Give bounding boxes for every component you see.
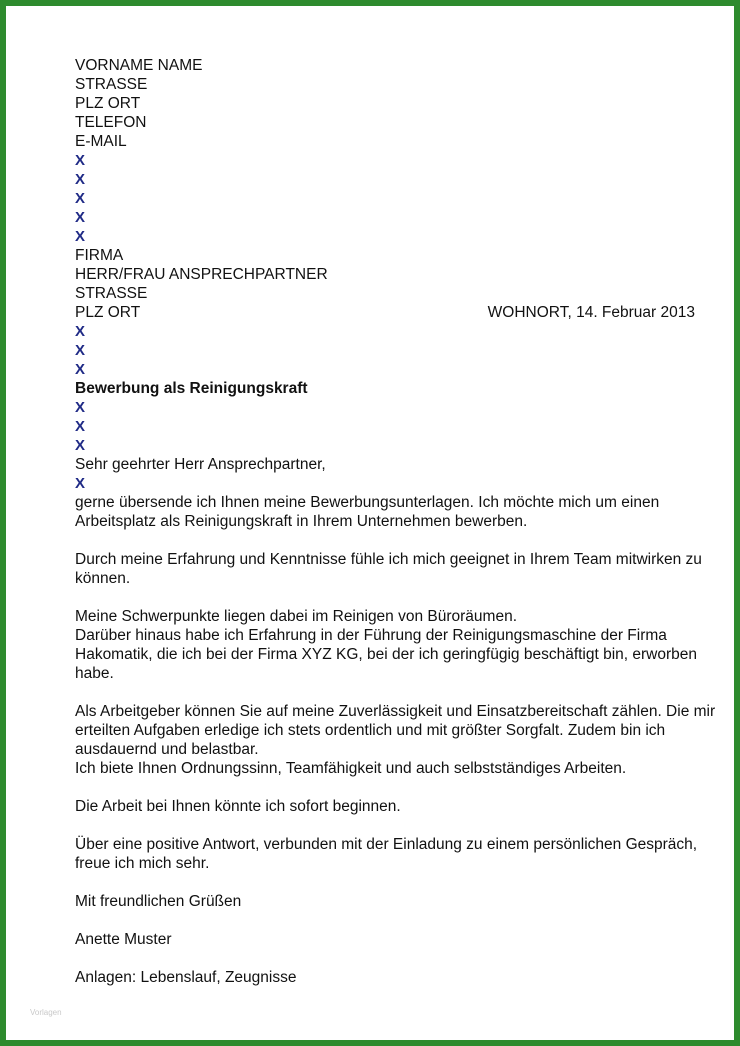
recipient-city: PLZ ORT (75, 304, 141, 321)
city-date-row (75, 303, 695, 322)
spacer-marker: X (75, 190, 86, 207)
signature-name: Anette Muster (75, 931, 172, 948)
spacer-marker: X (75, 152, 86, 169)
body-line: können. (75, 570, 131, 587)
watermark: Vorlagen (30, 1008, 62, 1017)
spacer-marker: X (75, 171, 86, 188)
sender-email: E-MAIL (75, 133, 127, 150)
spacer-marker: X (75, 209, 86, 226)
letter-content (75, 56, 716, 987)
body-line: Die Arbeit bei Ihnen könnte ich sofort beginnen. (75, 798, 401, 815)
body-line: ausdauernd und belastbar. (75, 741, 259, 758)
body-line: habe. (75, 665, 114, 682)
spacer-marker: X (75, 437, 86, 454)
letter-subject: Bewerbung als Reinigungskraft (75, 380, 308, 397)
recipient-street: STRASSE (75, 285, 148, 302)
attachments: Anlagen: Lebenslauf, Zeugnisse (75, 969, 297, 986)
spacer-marker: X (75, 475, 86, 492)
recipient-company: FIRMA (75, 247, 124, 264)
sender-city: PLZ ORT (75, 95, 141, 112)
recipient-contact: HERR/FRAU ANSPRECHPARTNER (75, 266, 328, 283)
spacer-marker: X (75, 418, 86, 435)
place-date: WOHNORT, 14. Februar 2013 (487, 304, 695, 321)
body-line: gerne übersende ich Ihnen meine Bewerbungsunterlagen. Ich möchte mich um einen (75, 494, 660, 511)
spacer-marker: X (75, 361, 86, 378)
sender-street: STRASSE (75, 76, 148, 93)
body-line: Durch meine Erfahrung und Kenntnisse fühle ich mich geeignet in Ihrem Team mitwirken zu (75, 551, 702, 568)
body-line: Ich biete Ihnen Ordnungssinn, Teamfähigkeit und auch selbstständiges Arbeiten. (75, 760, 627, 777)
spacer-marker: X (75, 342, 86, 359)
body-line: Über eine positive Antwort, verbunden mit der Einladung zu einem persönlichen Gespräch, (75, 836, 698, 853)
sender-phone: TELEFON (75, 114, 147, 131)
spacer-marker: X (75, 228, 86, 245)
sender-name: VORNAME NAME (75, 57, 203, 74)
body-line: Hakomatik, die ich bei der Firma XYZ KG, bei der ich geringfügig beschäftigt bin, erworben (75, 646, 698, 663)
spacer-marker: X (75, 323, 86, 340)
body-line: Meine Schwerpunkte liegen dabei im Reinigen von Büroräumen. (75, 608, 518, 625)
body-line: Darüber hinaus habe ich Erfahrung in der Führung der Reinigungsmaschine der Firma (75, 627, 667, 644)
closing: Mit freundlichen Grüßen (75, 893, 242, 910)
salutation: Sehr geehrter Herr Ansprechpartner, (75, 456, 326, 473)
body-line: freue ich mich sehr. (75, 855, 210, 872)
body-line: erteilten Aufgaben erledige ich stets ordentlich und mit größter Sorgfalt. Zudem bin ich (75, 722, 666, 739)
spacer-marker: X (75, 399, 86, 416)
body-line: Als Arbeitgeber können Sie auf meine Zuverlässigkeit und Einsatzbereitschaft zählen. Die mir (75, 703, 716, 720)
body-line: Arbeitsplatz als Reinigungskraft in Ihrem Unternehmen bewerben. (75, 513, 528, 530)
